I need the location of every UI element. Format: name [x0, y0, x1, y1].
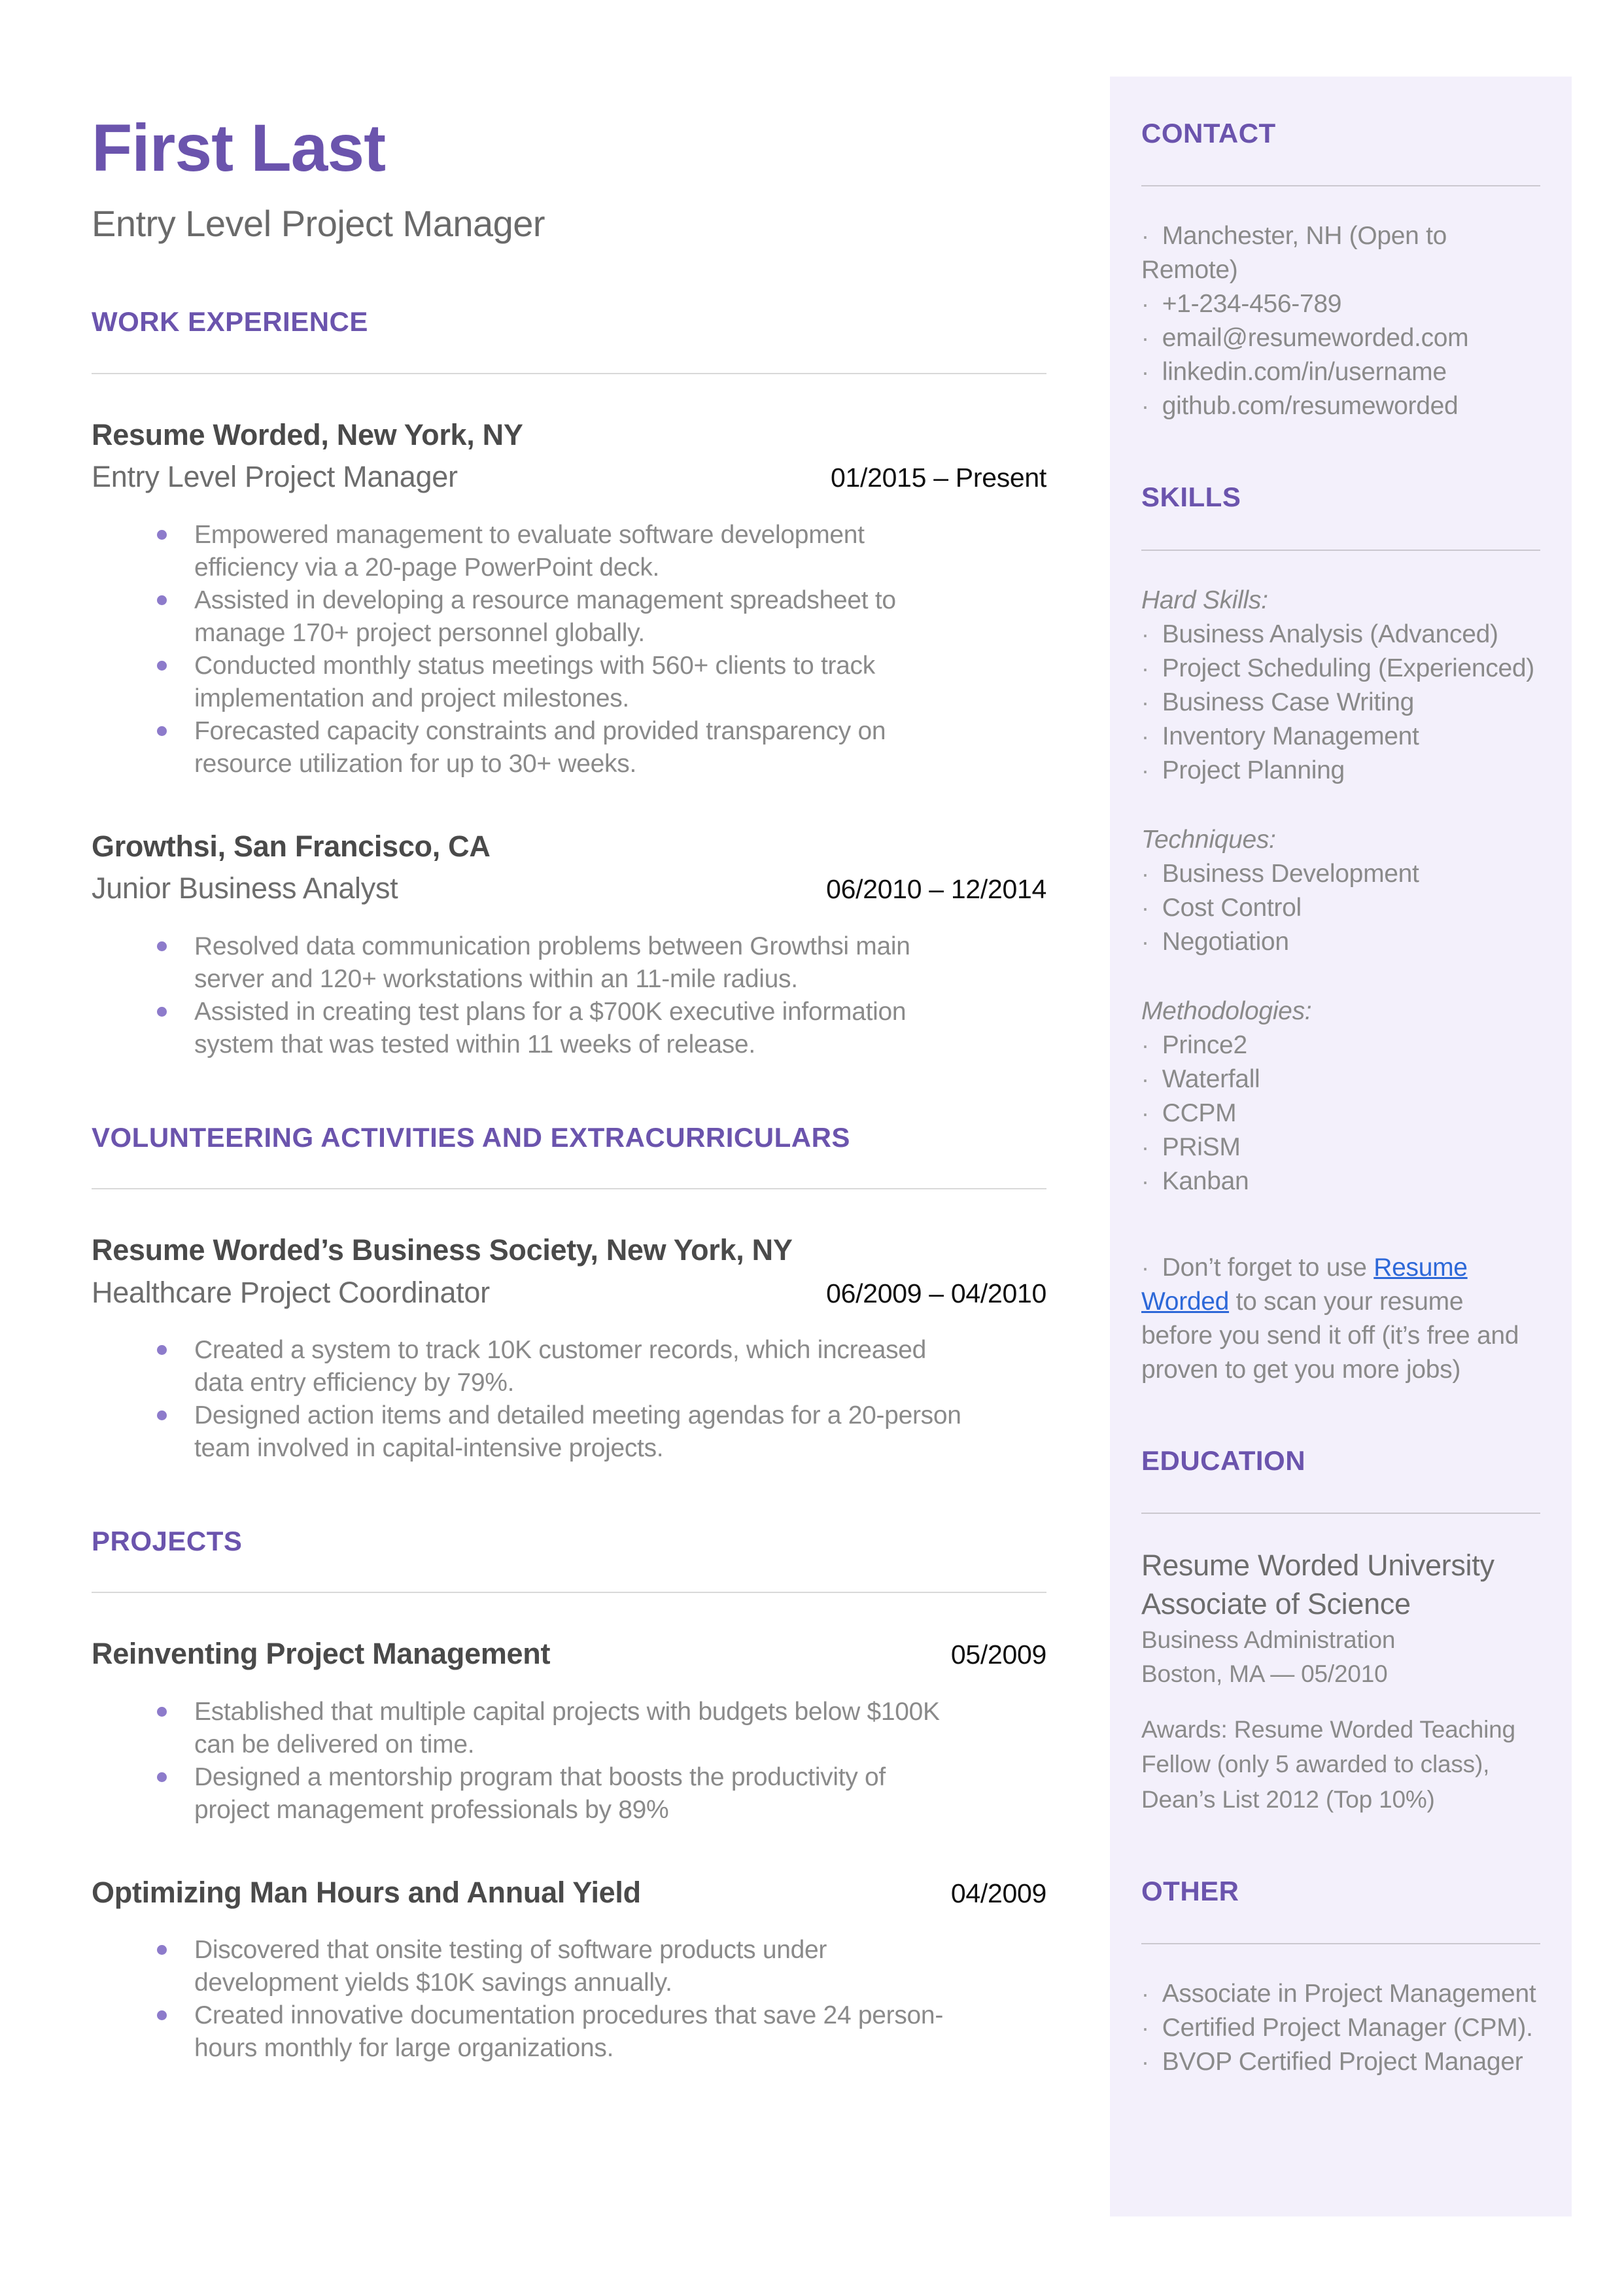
bullet-text: Created innovative documentation procedures that save 24 person-hours monthly for large organizations.: [194, 2001, 944, 2063]
skill-item: [1141, 1096, 1540, 1130]
dot-icon: ·: [1141, 359, 1149, 386]
contact-item: [1141, 219, 1540, 287]
bullet-dot-icon: [157, 1410, 167, 1420]
contact-text: +1-234-456-789: [1162, 290, 1342, 319]
skill-text: Kanban: [1162, 1166, 1249, 1195]
contact-item: [1141, 355, 1540, 389]
bullet-item: [92, 930, 961, 996]
skill-item: [1141, 686, 1540, 720]
section-work-experience: [92, 306, 1046, 1060]
experience-entry: [92, 828, 1046, 1061]
project-entry: [92, 1874, 1046, 2065]
dot-icon: ·: [1141, 1167, 1149, 1195]
bullet-list: [92, 1334, 961, 1465]
other-item: [1141, 1977, 1540, 2011]
dot-icon: ·: [1141, 688, 1149, 716]
skill-text: Project Planning: [1162, 756, 1345, 784]
bullet-list: [92, 930, 961, 1061]
education-location-date: Boston, MA — 05/2010: [1141, 1660, 1388, 1687]
bullet-item: [92, 1334, 961, 1399]
skill-group-hard-skills: [1141, 584, 1540, 788]
job-title: Healthcare Project Coordinator: [92, 1275, 490, 1309]
skill-item: [1141, 891, 1540, 925]
bullet-text: Designed action items and detailed meeting agendas for a 20-person team involved in capital-intensive projects.: [194, 1401, 961, 1463]
sidebar-heading-education: EDUCATION: [1141, 1445, 1306, 1476]
dot-icon: ·: [1141, 1980, 1149, 2008]
sidebar-section-education: [1141, 1445, 1540, 1817]
bullet-dot-icon: [157, 2010, 167, 2020]
dot-icon: ·: [1141, 1031, 1149, 1059]
education-awards: Awards: Resume Worded Teaching Fellow (only 5 awarded to class), Dean’s List 2012 (Top 10%): [1141, 1715, 1515, 1813]
project-header-row: [92, 1635, 1046, 1673]
contact-item: [1141, 389, 1540, 423]
other-item: [1141, 2011, 1540, 2045]
dot-icon: ·: [1141, 222, 1149, 250]
bullet-dot-icon: [157, 726, 167, 736]
contact-item: [1141, 321, 1540, 355]
bullet-dot-icon: [157, 1707, 167, 1717]
dot-icon: ·: [1141, 756, 1149, 784]
bullet-item: [92, 519, 961, 584]
main-column: [92, 113, 1046, 2065]
skill-text: Project Scheduling (Experienced): [1162, 654, 1534, 682]
bullet-item: [92, 1399, 961, 1465]
bullet-item: [92, 584, 961, 650]
skill-group-label: Techniques:: [1141, 825, 1276, 854]
experience-entry: [92, 416, 1046, 780]
person-title: Entry Level Project Manager: [92, 203, 545, 245]
section-heading: WORK EXPERIENCE: [92, 306, 368, 338]
skill-item: [1141, 652, 1540, 686]
sidebar-divider: [1141, 1513, 1540, 1514]
skill-item: [1141, 1028, 1540, 1062]
skill-group-methodologies: [1141, 994, 1540, 1199]
contact-item: [1141, 287, 1540, 321]
skill-group-techniques: [1141, 823, 1540, 959]
date-range: 01/2015 – Present: [831, 463, 1046, 493]
contact-text: linkedin.com/in/username: [1162, 358, 1447, 387]
contact-text: email@resumeworded.com: [1162, 324, 1469, 353]
skill-text: Negotiation: [1162, 927, 1289, 956]
bullet-list: [92, 1934, 961, 2065]
bullet-dot-icon: [157, 595, 167, 605]
skill-item: [1141, 1165, 1540, 1199]
skill-text: Business Analysis (Advanced): [1162, 620, 1498, 648]
person-name: First Last: [92, 111, 386, 185]
bullet-item: [92, 1696, 961, 1761]
other-item: [1141, 2045, 1540, 2079]
skill-item: [1141, 1062, 1540, 1096]
bullet-text: Empowered management to evaluate software development efficiency via a 20-page PowerPoint deck.: [194, 520, 865, 582]
section-divider: [92, 1592, 1046, 1593]
sidebar-divider: [1141, 550, 1540, 551]
skill-text: PRiSM: [1162, 1132, 1241, 1161]
dot-icon: ·: [1141, 1099, 1149, 1127]
education-entry: [1141, 1547, 1540, 1817]
bullet-text: Assisted in creating test plans for a $700K executive information system that was tested within 11 weeks of release.: [194, 997, 907, 1059]
dot-icon: ·: [1141, 654, 1149, 682]
resume-worded-link[interactable]: Resume Worded: [1141, 1253, 1468, 1316]
bullet-text: Forecasted capacity constraints and provided transparency on resource utilization for up to 30+ weeks.: [194, 716, 886, 778]
other-text: BVOP Certified Project Manager: [1162, 2048, 1523, 2076]
note-suffix: to scan your resume before you send it off (it’s free and proven to get you more jobs): [1141, 1287, 1519, 1384]
date-range: 06/2010 – 12/2014: [826, 874, 1046, 905]
bullet-item: [92, 1934, 961, 1999]
skill-text: Prince2: [1162, 1030, 1247, 1059]
skill-text: Inventory Management: [1162, 722, 1419, 750]
bullet-item: [92, 715, 961, 780]
dot-icon: ·: [1141, 2048, 1149, 2076]
experience-entry: [92, 1231, 1046, 1465]
section-projects: [92, 1525, 1046, 2065]
bullet-dot-icon: [157, 941, 167, 951]
bullet-item: [92, 1761, 961, 1827]
date-range: 05/2009: [950, 1639, 1046, 1670]
field-of-study: Business Administration: [1141, 1626, 1396, 1654]
note-prefix: Don’t forget to use: [1162, 1253, 1374, 1282]
resume-worded-note: [1141, 1251, 1540, 1387]
bullet-text: Discovered that onsite testing of software products under development yields $10K savings annually.: [194, 1936, 827, 1997]
contact-text: github.com/resumeworded: [1162, 392, 1459, 421]
section-heading: PROJECTS: [92, 1526, 243, 1557]
skill-text: Business Development: [1162, 859, 1419, 888]
company-name: Resume Worded’s Business Society, New York, NY: [92, 1233, 793, 1267]
bullet-text: Conducted monthly status meetings with 560+ clients to track implementation and project milestones.: [194, 651, 875, 712]
dot-icon: ·: [1141, 722, 1149, 750]
role-row: [92, 458, 1046, 497]
sidebar-divider: [1141, 185, 1540, 186]
job-title: Junior Business Analyst: [92, 871, 398, 905]
skill-item: [1141, 857, 1540, 891]
bullet-text: Assisted in developing a resource management spreadsheet to manage 170+ project personnel globally.: [194, 586, 896, 647]
dot-icon: ·: [1141, 860, 1149, 887]
bullet-item: [92, 996, 961, 1061]
skill-item: [1141, 1130, 1540, 1165]
dot-icon: ·: [1141, 2014, 1149, 2042]
dot-icon: ·: [1141, 894, 1149, 921]
sidebar-section-other: [1141, 1875, 1540, 2079]
dot-icon: ·: [1141, 1253, 1149, 1281]
sidebar-section-skills: [1141, 481, 1540, 1386]
date-range: 04/2009: [950, 1878, 1046, 1908]
section-divider: [92, 1188, 1046, 1189]
school-name: Resume Worded University: [1141, 1549, 1494, 1583]
bullet-text: Established that multiple capital projects with budgets below $100K can be delivered on time.: [194, 1697, 940, 1759]
section-volunteering: [92, 1121, 1046, 1465]
sidebar-divider: [1141, 1943, 1540, 1944]
project-entry: [92, 1635, 1046, 1827]
role-row: [92, 869, 1046, 908]
other-text: Associate in Project Management: [1162, 1980, 1536, 2008]
bullet-dot-icon: [157, 530, 167, 540]
sidebar-section-contact: [1141, 117, 1540, 423]
bullet-list: [92, 519, 961, 780]
dot-icon: ·: [1141, 1133, 1149, 1161]
bullet-dot-icon: [157, 1945, 167, 1955]
sidebar-heading-other: OTHER: [1141, 1875, 1239, 1906]
skill-text: Business Case Writing: [1162, 688, 1415, 716]
bullet-item: [92, 1999, 961, 2065]
bullet-dot-icon: [157, 1007, 167, 1017]
skill-text: Waterfall: [1162, 1064, 1260, 1093]
degree: Associate of Science: [1141, 1586, 1411, 1621]
bullet-dot-icon: [157, 1772, 167, 1782]
dot-icon: ·: [1141, 620, 1149, 648]
skill-group-label: Methodologies:: [1141, 996, 1312, 1025]
role-row: [92, 1274, 1046, 1312]
dot-icon: ·: [1141, 290, 1149, 318]
skill-item: [1141, 754, 1540, 788]
bullet-text: Designed a mentorship program that boosts the productivity of project management professionals by 89%: [194, 1762, 886, 1824]
bullet-dot-icon: [157, 661, 167, 671]
skill-item: [1141, 720, 1540, 754]
contact-text: Manchester, NH (Open to Remote): [1141, 222, 1447, 285]
dot-icon: ·: [1141, 393, 1149, 420]
section-divider: [92, 373, 1046, 374]
skill-item: [1141, 618, 1540, 652]
sidebar: [1110, 77, 1572, 2216]
section-heading: VOLUNTEERING ACTIVITIES AND EXTRACURRICULARS: [92, 1121, 850, 1153]
skill-item: [1141, 925, 1540, 959]
sidebar-heading-contact: CONTACT: [1141, 118, 1276, 149]
contact-list: [1141, 219, 1540, 423]
skill-group-label: Hard Skills:: [1141, 586, 1268, 614]
bullet-list: [92, 1696, 961, 1827]
job-title: Entry Level Project Manager: [92, 460, 458, 494]
skill-text: Cost Control: [1162, 893, 1302, 922]
dot-icon: ·: [1141, 1065, 1149, 1093]
company-name: Resume Worded, New York, NY: [92, 417, 523, 451]
bullet-text: Created a system to track 10K customer records, which increased data entry efficiency by 79%.: [194, 1336, 927, 1397]
sidebar-heading-skills: SKILLS: [1141, 482, 1241, 513]
skills-list: [1141, 584, 1540, 1387]
bullet-item: [92, 650, 961, 715]
project-name: Reinventing Project Management: [92, 1637, 551, 1671]
dot-icon: ·: [1141, 928, 1149, 955]
project-header-row: [92, 1874, 1046, 1912]
other-list: [1141, 1977, 1540, 2079]
date-range: 06/2009 – 04/2010: [826, 1278, 1046, 1308]
bullet-dot-icon: [157, 1345, 167, 1355]
other-text: Certified Project Manager (CPM).: [1162, 2014, 1533, 2042]
dot-icon: ·: [1141, 324, 1149, 352]
skill-text: CCPM: [1162, 1098, 1237, 1127]
bullet-text: Resolved data communication problems between Growthsi main server and 120+ workstations within an 11-mile radius.: [194, 932, 910, 993]
company-name: Growthsi, San Francisco, CA: [92, 829, 491, 863]
project-name: Optimizing Man Hours and Annual Yield: [92, 1875, 641, 1909]
